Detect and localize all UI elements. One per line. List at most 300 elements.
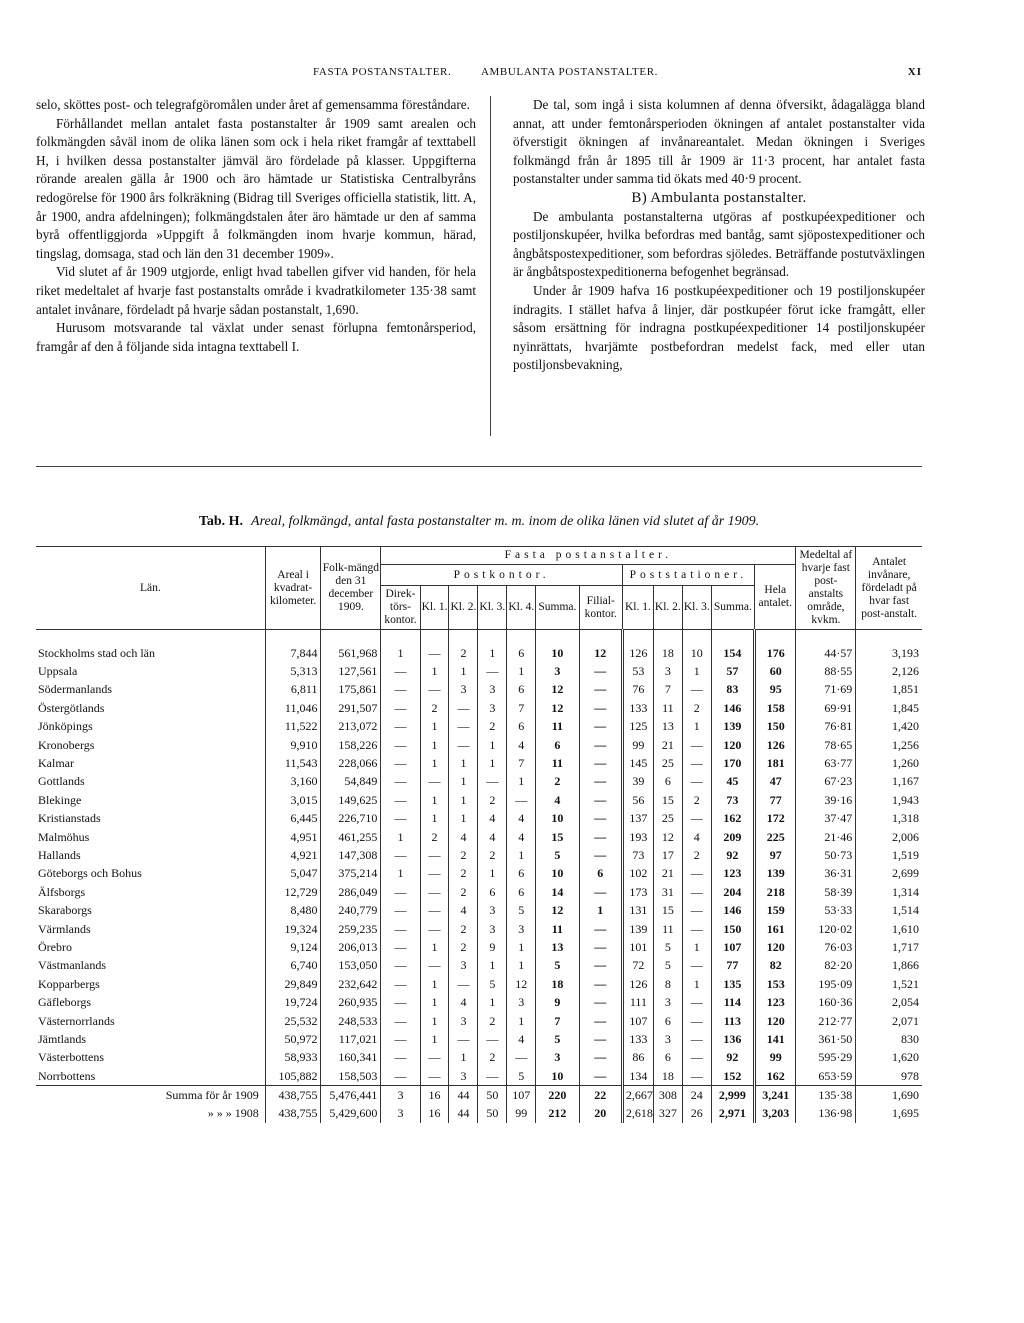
cell-ps-kl3: — [682, 883, 711, 901]
cell-pk-kl4: 4 [507, 1030, 536, 1048]
table-row [36, 865, 922, 883]
cell-direktorskontor: 1 [381, 865, 420, 883]
cell-areal: 4,951 [265, 828, 321, 846]
table-title [36, 514, 922, 530]
cell-ps-kl3: — [682, 957, 711, 975]
cell-areal: 11,522 [265, 718, 321, 736]
cell-antalet-invanare: 830 [856, 1030, 922, 1048]
cell-ps-kl2: 5 [653, 938, 682, 956]
cell-pk-kl3: 1 [478, 957, 507, 975]
cell-folkmangd: 375,214 [321, 865, 381, 883]
cell-filialkontor: 12 [579, 630, 622, 663]
cell-ps-kl2: 6 [653, 773, 682, 791]
cell-direktorskontor: — [381, 810, 420, 828]
cell-pk-kl1: 16 [420, 1105, 449, 1123]
cell-ps-summa: 170 [711, 754, 754, 772]
cell-pk-kl3: 6 [478, 883, 507, 901]
cell-pk-kl2: 1 [449, 1049, 478, 1067]
cell-ps-kl3: 1 [682, 718, 711, 736]
cell-ps-summa: 150 [711, 920, 754, 938]
cell-direktorskontor: — [381, 736, 420, 754]
cell-ps-kl2: 13 [653, 718, 682, 736]
cell-folkmangd: 232,642 [321, 975, 381, 993]
cell-hela-antalet: 123 [755, 993, 796, 1011]
cell-pk-summa: 11 [536, 754, 579, 772]
cell-pk-kl2: 1 [449, 662, 478, 680]
header-ps-kl3: Kl. 3. [682, 586, 711, 630]
header-medeltal: Medeltal af hvarje fast post-anstalts område, kvkm. [796, 547, 856, 630]
cell-pk-summa: 3 [536, 662, 579, 680]
cell-ps-kl1: 111 [622, 993, 653, 1011]
cell-pk-kl2: — [449, 718, 478, 736]
cell-antalet-invanare: 1,851 [856, 681, 922, 699]
header-ps-kl2: Kl. 2. [653, 586, 682, 630]
cell-hela-antalet: 158 [755, 699, 796, 717]
table-row [36, 957, 922, 975]
running-head-left: FASTA POSTANSTALTER. [313, 66, 452, 78]
table-row [36, 736, 922, 754]
cell-lan: Älfsborgs [38, 884, 86, 899]
cell-areal: 3,015 [265, 791, 321, 809]
cell-ps-kl1: 2,667 [622, 1086, 653, 1105]
header-ps-summa: Summa. [711, 586, 754, 630]
cell-pk-summa: 3 [536, 1049, 579, 1067]
cell-pk-kl1: 1 [420, 1012, 449, 1030]
cell-pk-kl2: 3 [449, 957, 478, 975]
cell-pk-summa: 10 [536, 630, 579, 663]
cell-ps-kl3: 2 [682, 699, 711, 717]
running-head-right: AMBULANTA POSTANSTALTER. [481, 66, 658, 78]
cell-lan: Värmlands [38, 921, 91, 936]
cell-direktorskontor: — [381, 718, 420, 736]
cell-lan: Göteborgs och Bohus [38, 866, 142, 881]
cell-filialkontor: — [579, 975, 622, 993]
cell-ps-kl3: — [682, 754, 711, 772]
cell-pk-kl4: 5 [507, 1067, 536, 1086]
cell-folkmangd: 228,066 [321, 754, 381, 772]
cell-pk-kl1: 1 [420, 736, 449, 754]
cell-pk-kl1: — [420, 883, 449, 901]
cell-ps-kl3: — [682, 1049, 711, 1067]
cell-pk-kl2: 44 [449, 1086, 478, 1105]
cell-hela-antalet: 225 [755, 828, 796, 846]
cell-filialkontor: 1 [579, 901, 622, 919]
table-row [36, 938, 922, 956]
cell-pk-kl4: 1 [507, 938, 536, 956]
cell-folkmangd: 248,533 [321, 1012, 381, 1030]
cell-pk-kl1: 2 [420, 828, 449, 846]
cell-pk-summa: 10 [536, 1067, 579, 1086]
cell-ps-kl1: 193 [622, 828, 653, 846]
cell-ps-summa: 120 [711, 736, 754, 754]
cell-pk-kl3: 50 [478, 1105, 507, 1123]
cell-areal: 105,882 [265, 1067, 321, 1086]
cell-antalet-invanare: 1,260 [856, 754, 922, 772]
cell-pk-kl3: 4 [478, 828, 507, 846]
cell-pk-kl4: 3 [507, 920, 536, 938]
cell-pk-kl2: 2 [449, 883, 478, 901]
cell-folkmangd: 286,049 [321, 883, 381, 901]
horizontal-rule [36, 466, 922, 467]
cell-antalet-invanare: 1,521 [856, 975, 922, 993]
cell-hela-antalet: 159 [755, 901, 796, 919]
cell-medeltal: 135·38 [796, 1086, 856, 1105]
cell-pk-kl2: 3 [449, 1012, 478, 1030]
cell-medeltal: 653·59 [796, 1067, 856, 1086]
cell-folkmangd: 260,935 [321, 993, 381, 1011]
cell-hela-antalet: 172 [755, 810, 796, 828]
header-lan: Län. [36, 547, 265, 630]
table-body [36, 630, 922, 1124]
cell-lan: Östergötlands [38, 700, 105, 715]
cell-pk-kl2: 44 [449, 1105, 478, 1123]
cell-ps-kl2: 21 [653, 865, 682, 883]
header-antalet-invanare: Antalet invånare, fördeladt på hvar fast post-anstalt. [856, 547, 922, 630]
cell-ps-kl2: 12 [653, 828, 682, 846]
cell-antalet-invanare: 1,314 [856, 883, 922, 901]
cell-medeltal: 21·46 [796, 828, 856, 846]
cell-hela-antalet: 60 [755, 662, 796, 680]
cell-filialkontor: — [579, 938, 622, 956]
cell-pk-summa: 212 [536, 1105, 579, 1123]
cell-pk-kl3: 2 [478, 791, 507, 809]
cell-antalet-invanare: 1,943 [856, 791, 922, 809]
cell-ps-kl1: 139 [622, 920, 653, 938]
cell-folkmangd: 5,476,441 [321, 1086, 381, 1105]
cell-ps-kl3: — [682, 681, 711, 699]
cell-medeltal: 120·02 [796, 920, 856, 938]
cell-pk-summa: 9 [536, 993, 579, 1011]
cell-lan: Stockholms stad och län [38, 645, 155, 660]
cell-direktorskontor: — [381, 938, 420, 956]
cell-folkmangd: 461,255 [321, 828, 381, 846]
cell-medeltal: 58·39 [796, 883, 856, 901]
cell-pk-kl2: 2 [449, 846, 478, 864]
cell-pk-summa: 10 [536, 865, 579, 883]
table-row [36, 754, 922, 772]
cell-medeltal: 69·91 [796, 699, 856, 717]
cell-antalet-invanare: 3,193 [856, 630, 922, 663]
cell-ps-kl3: — [682, 810, 711, 828]
cell-direktorskontor: — [381, 1012, 420, 1030]
cell-areal: 6,740 [265, 957, 321, 975]
cell-pk-kl3: 5 [478, 975, 507, 993]
header-fasta-postanstalter: Fasta postanstalter. [381, 547, 796, 565]
cell-ps-kl3: — [682, 1012, 711, 1030]
cell-pk-kl1: — [420, 920, 449, 938]
cell-ps-kl2: 6 [653, 1012, 682, 1030]
cell-pk-summa: 7 [536, 1012, 579, 1030]
cell-hela-antalet: 120 [755, 1012, 796, 1030]
header-pk-summa: Summa. [536, 586, 579, 630]
cell-pk-kl4: 12 [507, 975, 536, 993]
cell-pk-summa: 11 [536, 920, 579, 938]
cell-filialkontor: — [579, 1012, 622, 1030]
cell-pk-kl2: 2 [449, 630, 478, 663]
cell-direktorskontor: 3 [381, 1086, 420, 1105]
cell-folkmangd: 561,968 [321, 630, 381, 663]
cell-ps-kl1: 107 [622, 1012, 653, 1030]
cell-direktorskontor: 1 [381, 630, 420, 663]
cell-pk-summa: 12 [536, 699, 579, 717]
cell-hela-antalet: 82 [755, 957, 796, 975]
cell-antalet-invanare: 1,717 [856, 938, 922, 956]
cell-ps-kl2: 25 [653, 754, 682, 772]
cell-ps-summa: 204 [711, 883, 754, 901]
cell-pk-kl4: — [507, 1049, 536, 1067]
cell-ps-kl2: 11 [653, 920, 682, 938]
cell-lan: Kristianstads [38, 811, 101, 826]
cell-ps-summa: 135 [711, 975, 754, 993]
cell-ps-kl3: — [682, 736, 711, 754]
left-paragraph-3: Vid slutet af år 1909 utgjorde, enligt hvad tabellen gifver vid handen, för hela riket medeltalet af hvarje fast postanstalts område i kvadratkilometer 135·38 samt antalet invånare, fördeladt på hvarje sådan postanstalt, 1,690. [36, 264, 476, 317]
cell-pk-kl1: — [420, 1067, 449, 1086]
cell-hela-antalet: 126 [755, 736, 796, 754]
cell-ps-kl2: 25 [653, 810, 682, 828]
cell-antalet-invanare: 2,054 [856, 993, 922, 1011]
cell-areal: 50,972 [265, 1030, 321, 1048]
cell-areal: 25,532 [265, 1012, 321, 1030]
cell-antalet-invanare: 2,699 [856, 865, 922, 883]
cell-pk-kl1: 1 [420, 993, 449, 1011]
cell-pk-kl4: 4 [507, 828, 536, 846]
cell-ps-kl3: 26 [682, 1105, 711, 1123]
cell-lan: Hallands [38, 847, 81, 862]
cell-direktorskontor: — [381, 681, 420, 699]
cell-filialkontor: — [579, 699, 622, 717]
table-title-text: Areal, folkmängd, antal fasta postanstalter m. m. inom de olika länen vid slutet af år 1909. [251, 514, 760, 529]
cell-lan: Kronobergs [38, 737, 95, 752]
cell-antalet-invanare: 1,167 [856, 773, 922, 791]
cell-filialkontor: — [579, 846, 622, 864]
header-pk-kl2: Kl. 2. [449, 586, 478, 630]
cell-hela-antalet: 150 [755, 718, 796, 736]
cell-hela-antalet: 99 [755, 1049, 796, 1067]
cell-filialkontor: — [579, 1067, 622, 1086]
cell-hela-antalet: 181 [755, 754, 796, 772]
cell-pk-kl3: 2 [478, 718, 507, 736]
cell-pk-summa: 15 [536, 828, 579, 846]
cell-pk-kl3: 3 [478, 699, 507, 717]
cell-antalet-invanare: 1,690 [856, 1086, 922, 1105]
cell-pk-summa: 12 [536, 901, 579, 919]
cell-pk-kl2: 1 [449, 754, 478, 772]
cell-pk-kl2: 2 [449, 938, 478, 956]
cell-ps-kl2: 7 [653, 681, 682, 699]
right-paragraph-3: Under år 1909 hafva 16 postkupéexpeditioner och 19 postiljonskupéer indragits. I stället hafva å linjer, där postkupéer förut icke framgått, eller såsom ersättning för indragna postkupéexpeditioner 14 postiljonskupéer nyinrättats, hvarjämte postbefordran medelst fack, med eller utan postiljonsbevakning, [513, 282, 925, 373]
cell-ps-summa: 73 [711, 791, 754, 809]
cell-areal: 9,910 [265, 736, 321, 754]
cell-antalet-invanare: 2,071 [856, 1012, 922, 1030]
cell-pk-kl2: — [449, 736, 478, 754]
cell-ps-kl3: — [682, 901, 711, 919]
cell-pk-kl2: — [449, 1030, 478, 1048]
cell-pk-kl4: 107 [507, 1086, 536, 1105]
cell-ps-summa: 146 [711, 901, 754, 919]
cell-pk-kl1: 1 [420, 791, 449, 809]
cell-lan: » » » 1908 [207, 1106, 259, 1121]
cell-folkmangd: 54,849 [321, 773, 381, 791]
table-row [36, 699, 922, 717]
cell-pk-kl3: 3 [478, 920, 507, 938]
cell-pk-summa: 4 [536, 791, 579, 809]
cell-areal: 29,849 [265, 975, 321, 993]
table-row [36, 846, 922, 864]
cell-ps-kl3: 4 [682, 828, 711, 846]
cell-pk-kl4: 6 [507, 681, 536, 699]
cell-filialkontor: — [579, 791, 622, 809]
cell-filialkontor: — [579, 957, 622, 975]
cell-folkmangd: 147,308 [321, 846, 381, 864]
cell-medeltal: 63·77 [796, 754, 856, 772]
cell-pk-summa: 18 [536, 975, 579, 993]
cell-pk-kl3: 9 [478, 938, 507, 956]
header-postkontor: Postkontor. [381, 565, 623, 586]
cell-pk-kl1: 1 [420, 975, 449, 993]
cell-pk-kl2: 3 [449, 681, 478, 699]
cell-areal: 19,324 [265, 920, 321, 938]
cell-pk-kl1: 2 [420, 699, 449, 717]
cell-ps-kl1: 39 [622, 773, 653, 791]
cell-pk-kl1: — [420, 1049, 449, 1067]
cell-ps-kl1: 99 [622, 736, 653, 754]
cell-antalet-invanare: 1,256 [856, 736, 922, 754]
table-sum-row-1909 [36, 1086, 922, 1105]
cell-ps-summa: 113 [711, 1012, 754, 1030]
cell-pk-kl2: 3 [449, 1067, 478, 1086]
header-pk-kl3: Kl. 3. [478, 586, 507, 630]
cell-medeltal: 195·09 [796, 975, 856, 993]
cell-ps-summa: 57 [711, 662, 754, 680]
table-row [36, 773, 922, 791]
cell-direktorskontor: — [381, 791, 420, 809]
cell-folkmangd: 213,072 [321, 718, 381, 736]
cell-pk-kl3: 1 [478, 736, 507, 754]
cell-folkmangd: 226,710 [321, 810, 381, 828]
cell-pk-summa: 13 [536, 938, 579, 956]
cell-pk-kl1: 16 [420, 1086, 449, 1105]
cell-ps-kl3: 2 [682, 846, 711, 864]
cell-pk-kl1: — [420, 681, 449, 699]
cell-ps-kl3: — [682, 993, 711, 1011]
cell-ps-kl1: 56 [622, 791, 653, 809]
cell-pk-kl3: 50 [478, 1086, 507, 1105]
table-row [36, 993, 922, 1011]
cell-ps-summa: 146 [711, 699, 754, 717]
cell-medeltal: 212·77 [796, 1012, 856, 1030]
cell-areal: 7,844 [265, 630, 321, 663]
cell-pk-kl4: 1 [507, 1012, 536, 1030]
cell-direktorskontor: — [381, 883, 420, 901]
header-areal: Areal i kvadrat-kilometer. [265, 547, 321, 630]
statistics-table [36, 546, 922, 1123]
cell-ps-kl1: 102 [622, 865, 653, 883]
cell-filialkontor: — [579, 1030, 622, 1048]
cell-lan: Malmöhus [38, 829, 90, 844]
cell-pk-kl4: 1 [507, 957, 536, 975]
cell-pk-kl3: 2 [478, 846, 507, 864]
cell-hela-antalet: 47 [755, 773, 796, 791]
cell-folkmangd: 117,021 [321, 1030, 381, 1048]
cell-ps-kl3: 1 [682, 938, 711, 956]
cell-direktorskontor: — [381, 846, 420, 864]
cell-lan: Gäfleborgs [38, 995, 92, 1010]
running-head [36, 66, 922, 82]
cell-ps-kl2: 5 [653, 957, 682, 975]
table-row [36, 630, 922, 663]
cell-pk-summa: 6 [536, 736, 579, 754]
cell-pk-kl1: 1 [420, 938, 449, 956]
cell-pk-kl2: 4 [449, 901, 478, 919]
cell-medeltal: 37·47 [796, 810, 856, 828]
cell-folkmangd: 158,503 [321, 1067, 381, 1086]
cell-filialkontor: 22 [579, 1086, 622, 1105]
cell-pk-kl4: 1 [507, 773, 536, 791]
cell-ps-kl2: 18 [653, 1067, 682, 1086]
header-poststationer: Poststationer. [622, 565, 754, 586]
cell-filialkontor: — [579, 1049, 622, 1067]
cell-folkmangd: 149,625 [321, 791, 381, 809]
cell-ps-kl3: 10 [682, 630, 711, 663]
cell-ps-kl2: 17 [653, 846, 682, 864]
cell-pk-kl2: 2 [449, 920, 478, 938]
cell-ps-kl1: 53 [622, 662, 653, 680]
cell-hela-antalet: 95 [755, 681, 796, 699]
cell-antalet-invanare: 1,318 [856, 810, 922, 828]
cell-hela-antalet: 120 [755, 938, 796, 956]
cell-areal: 5,313 [265, 662, 321, 680]
cell-ps-kl2: 31 [653, 883, 682, 901]
cell-folkmangd: 153,050 [321, 957, 381, 975]
cell-folkmangd: 127,561 [321, 662, 381, 680]
cell-pk-kl3: 2 [478, 1049, 507, 1067]
cell-pk-kl4: 1 [507, 662, 536, 680]
cell-direktorskontor: — [381, 662, 420, 680]
cell-pk-kl1: 1 [420, 1030, 449, 1048]
cell-ps-summa: 162 [711, 810, 754, 828]
cell-direktorskontor: — [381, 1067, 420, 1086]
cell-ps-summa: 107 [711, 938, 754, 956]
right-paragraph-2: De ambulanta postanstalterna utgöras af postkupéexpeditioner och postiljonskupéer, hvilka befordras med bantåg, samt sjöpostexpeditioner och ångbåtspostexpeditioner, som befordras sjöledes. Beträffande postutväxlingen är ångbåtspostexpeditionerna befogenhet begränsad. [513, 208, 925, 280]
cell-hela-antalet: 97 [755, 846, 796, 864]
cell-pk-kl3: 4 [478, 810, 507, 828]
cell-ps-summa: 2,971 [711, 1105, 754, 1123]
cell-areal: 4,921 [265, 846, 321, 864]
cell-pk-summa: 11 [536, 718, 579, 736]
cell-medeltal: 36·31 [796, 865, 856, 883]
cell-antalet-invanare: 1,620 [856, 1049, 922, 1067]
cell-medeltal: 136·98 [796, 1105, 856, 1123]
cell-medeltal: 82·20 [796, 957, 856, 975]
cell-antalet-invanare: 2,006 [856, 828, 922, 846]
cell-ps-kl3: — [682, 1030, 711, 1048]
cell-ps-kl2: 3 [653, 993, 682, 1011]
cell-ps-kl1: 137 [622, 810, 653, 828]
cell-lan: Södermanlands [38, 682, 112, 697]
cell-areal: 11,543 [265, 754, 321, 772]
cell-filialkontor: — [579, 920, 622, 938]
cell-pk-summa: 220 [536, 1086, 579, 1105]
cell-lan: Skaraborgs [38, 903, 92, 918]
cell-pk-kl3: — [478, 1067, 507, 1086]
cell-lan: Norrbottens [38, 1068, 96, 1083]
cell-pk-kl4: 7 [507, 699, 536, 717]
cell-direktorskontor: — [381, 993, 420, 1011]
cell-ps-kl1: 145 [622, 754, 653, 772]
table-row [36, 828, 922, 846]
cell-pk-kl2: — [449, 975, 478, 993]
cell-filialkontor: — [579, 754, 622, 772]
